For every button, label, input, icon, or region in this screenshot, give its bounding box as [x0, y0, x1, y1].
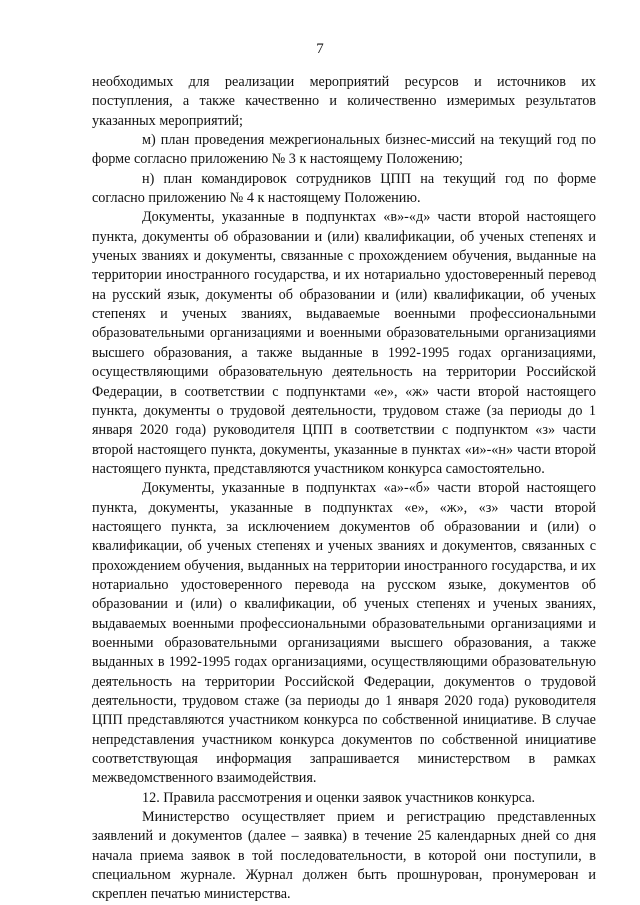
- paragraph-item-m: м) план проведения межрегиональных бизнес-миссий на текущий год по форме согласно приложению № 3 к настоящему Положению;: [92, 132, 596, 168]
- paragraph-item-n: н) план командировок сотрудников ЦПП на текущий год по форме согласно приложению № 4 к настоящему Положению.: [92, 170, 596, 207]
- page-number: 7: [316, 41, 324, 57]
- document-body: [92, 73, 596, 905]
- paragraph-registration: Министерство осуществляет прием и регистрацию представленных заявлений и документов (далее – заявка) в течение 25 календарных дней со дня начала приема заявок в той последовательности, в которой они поступили, в специальном журнале. Журнал должен быть прошнурован, пронумерован и скреплен печатью министерства.: [92, 809, 596, 903]
- paragraph-documents-self-submitted: Документы, указанные в подпунктах «в»-«д» части второй настоящего пункта, документы об образовании и (или) квалификации, об ученых степенях и ученых званиях и документы, связанные с прохождением обучения, выданные на территории иностранного государства, и их нотариально удостоверенный перевод на русский язык, документы об образовании и (или) квалификации, об ученых степенях и ученых званиях, выдаваемые военными профессиональными образовательными организациями и военными образовательными организациями высшего образования, а также выданные в 1992-1995 годах организациями, осуществляющими образовательную деятельность на территории Российской Федерации, в соответствии с подпунктами «е», «ж» части второй настоящего пункта, документы о трудовой деятельности, трудовом стаже (за периоды до 1 января 2020 года) руководителя ЦПП в соответствии с подпунктом «з» части второй настоящего пункта, документы, указанные в пунктах «и»-«н» части второй настоящего пункта, представляются участником конкурса самостоятельно.: [92, 209, 596, 477]
- paragraph-documents-own-initiative: Документы, указанные в подпунктах «а»-«б» части второй настоящего пункта, документы, указанные в подпунктах «е», «ж», «з» части второй настоящего пункта, за исключением документов об образовании и (или) о квалификации, об ученых степенях и ученых званиях и документов, связанных с прохождением обучения, выданных на территории иностранного государства, и их нотариально удостоверенного перевода на русском языке, документов об образовании и (или) о квалификации, об ученых степенях и ученых званиях, выдаваемых военными профессиональными образовательными организациями и военными образовательными организациями высшего образования, а также выданных в 1992-1995 годах организациями, осуществляющими образовательную деятельность на территории Российской Федерации, документов о трудовой деятельности, трудовом стаже (за периоды до 1 января 2020 года) руководителя ЦПП представляются участником конкурса по собственной инициативе. В случае непредставления участником конкурса документов по собственной инициативе соответствующая информация запрашивается министерством в рамках межведомственного взаимодействия.: [92, 480, 596, 787]
- paragraph-continuation: необходимых для реализации мероприятий ресурсов и источников их поступления, а также качественно и количественно измеримых результатов указанных мероприятий;: [92, 74, 596, 129]
- paragraph-section-12-heading: 12. Правила рассмотрения и оценки заявок участников конкурса.: [142, 789, 536, 806]
